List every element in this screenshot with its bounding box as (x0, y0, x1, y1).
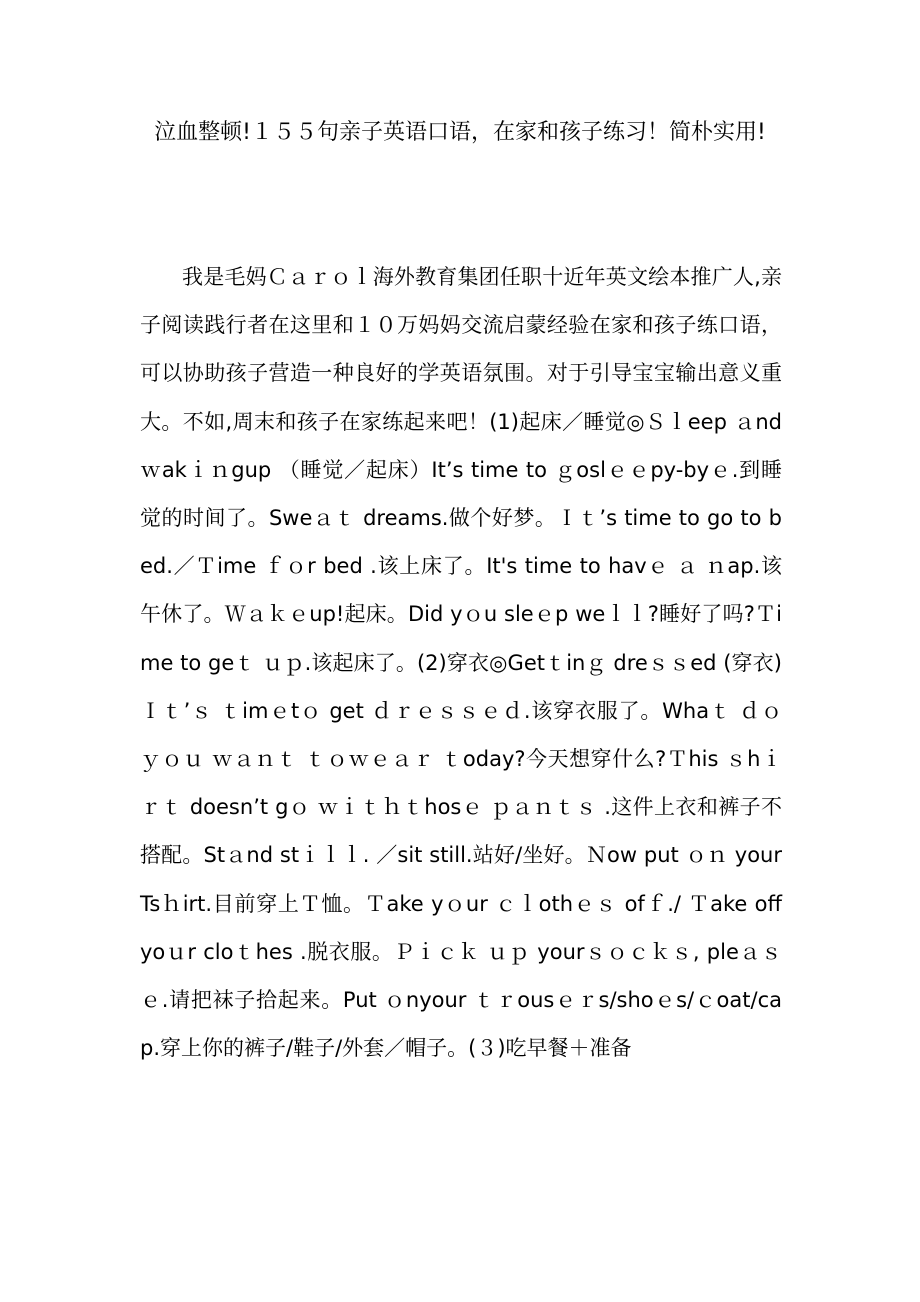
document-title: 泣血整顿!１５５句亲子英语口语，在家和孩子练习！简朴实用! (154, 120, 766, 145)
document-body-paragraph: 我是毛妈Ｃａｒｏｌ海外教育集团任职十近年英文绘本推广人,亲子阅读践行者在这里和１０万妈妈交流启蒙经验在家和孩子练口语，可以协助孩子营造一种良好的学英语氛围。对于引导宝宝输出意义重大。不如,周末和孩子在家练起来吧！(1)起床／睡觉◎Ｓｌeep ａnd ｗakｉｎgup （睡觉／起床）It’s time to ｇoslｅｅpy-byｅ.到睡觉的时间了。Sweａｔ dreams.做个好梦。Ｉｔ’s time to go to bed.／Ｔime ｆｏr bed .该上床了。It's time to havｅ ａ ｎap.该午休了。Ｗａｋｅup!起床。Did yｏu sleｅp weｌｌ?睡好了吗?Ｔime to geｔ ｕｐ.该起床了。(2)穿衣◎Getｔinｇ dreｓｓed (穿衣)Ｉｔ’ｓ ｔimｅtｏ get ｄｒｅｓｓｅｄ.该穿衣服了。Whaｔ ｄｏ ｙｏｕ ｗａｎｔ ｔｏｗｅａｒ ｔoday?今天想穿什么?Ｔhis ｓhｉｒｔ doesn’t gｏ ｗｉｔｈｔhosｅ ｐａｎｔｓ .这件上衣和裤子不搭配。Stａnd stｉｌｌ. ／sit still.站好/坐好。Ｎow put ｏｎ your Tsｈirt.目前穿上Ｔ恤。Ｔake yｏur ｃｌothｅｓ ofｆ./ Ｔake off yoｕr cloｔhes .脱衣服。Ｐｉｃｋ ｕｐ yourｓｏｃｋｓ, pleａｓｅ.请把袜子拾起来。Put ｏnyour ｔｒousｅｒs/shoｅs/ｃoat/cap.穿上你的裤子/鞋子/外套／帽子。(３)吃早餐＋准备 (140, 265, 782, 1061)
